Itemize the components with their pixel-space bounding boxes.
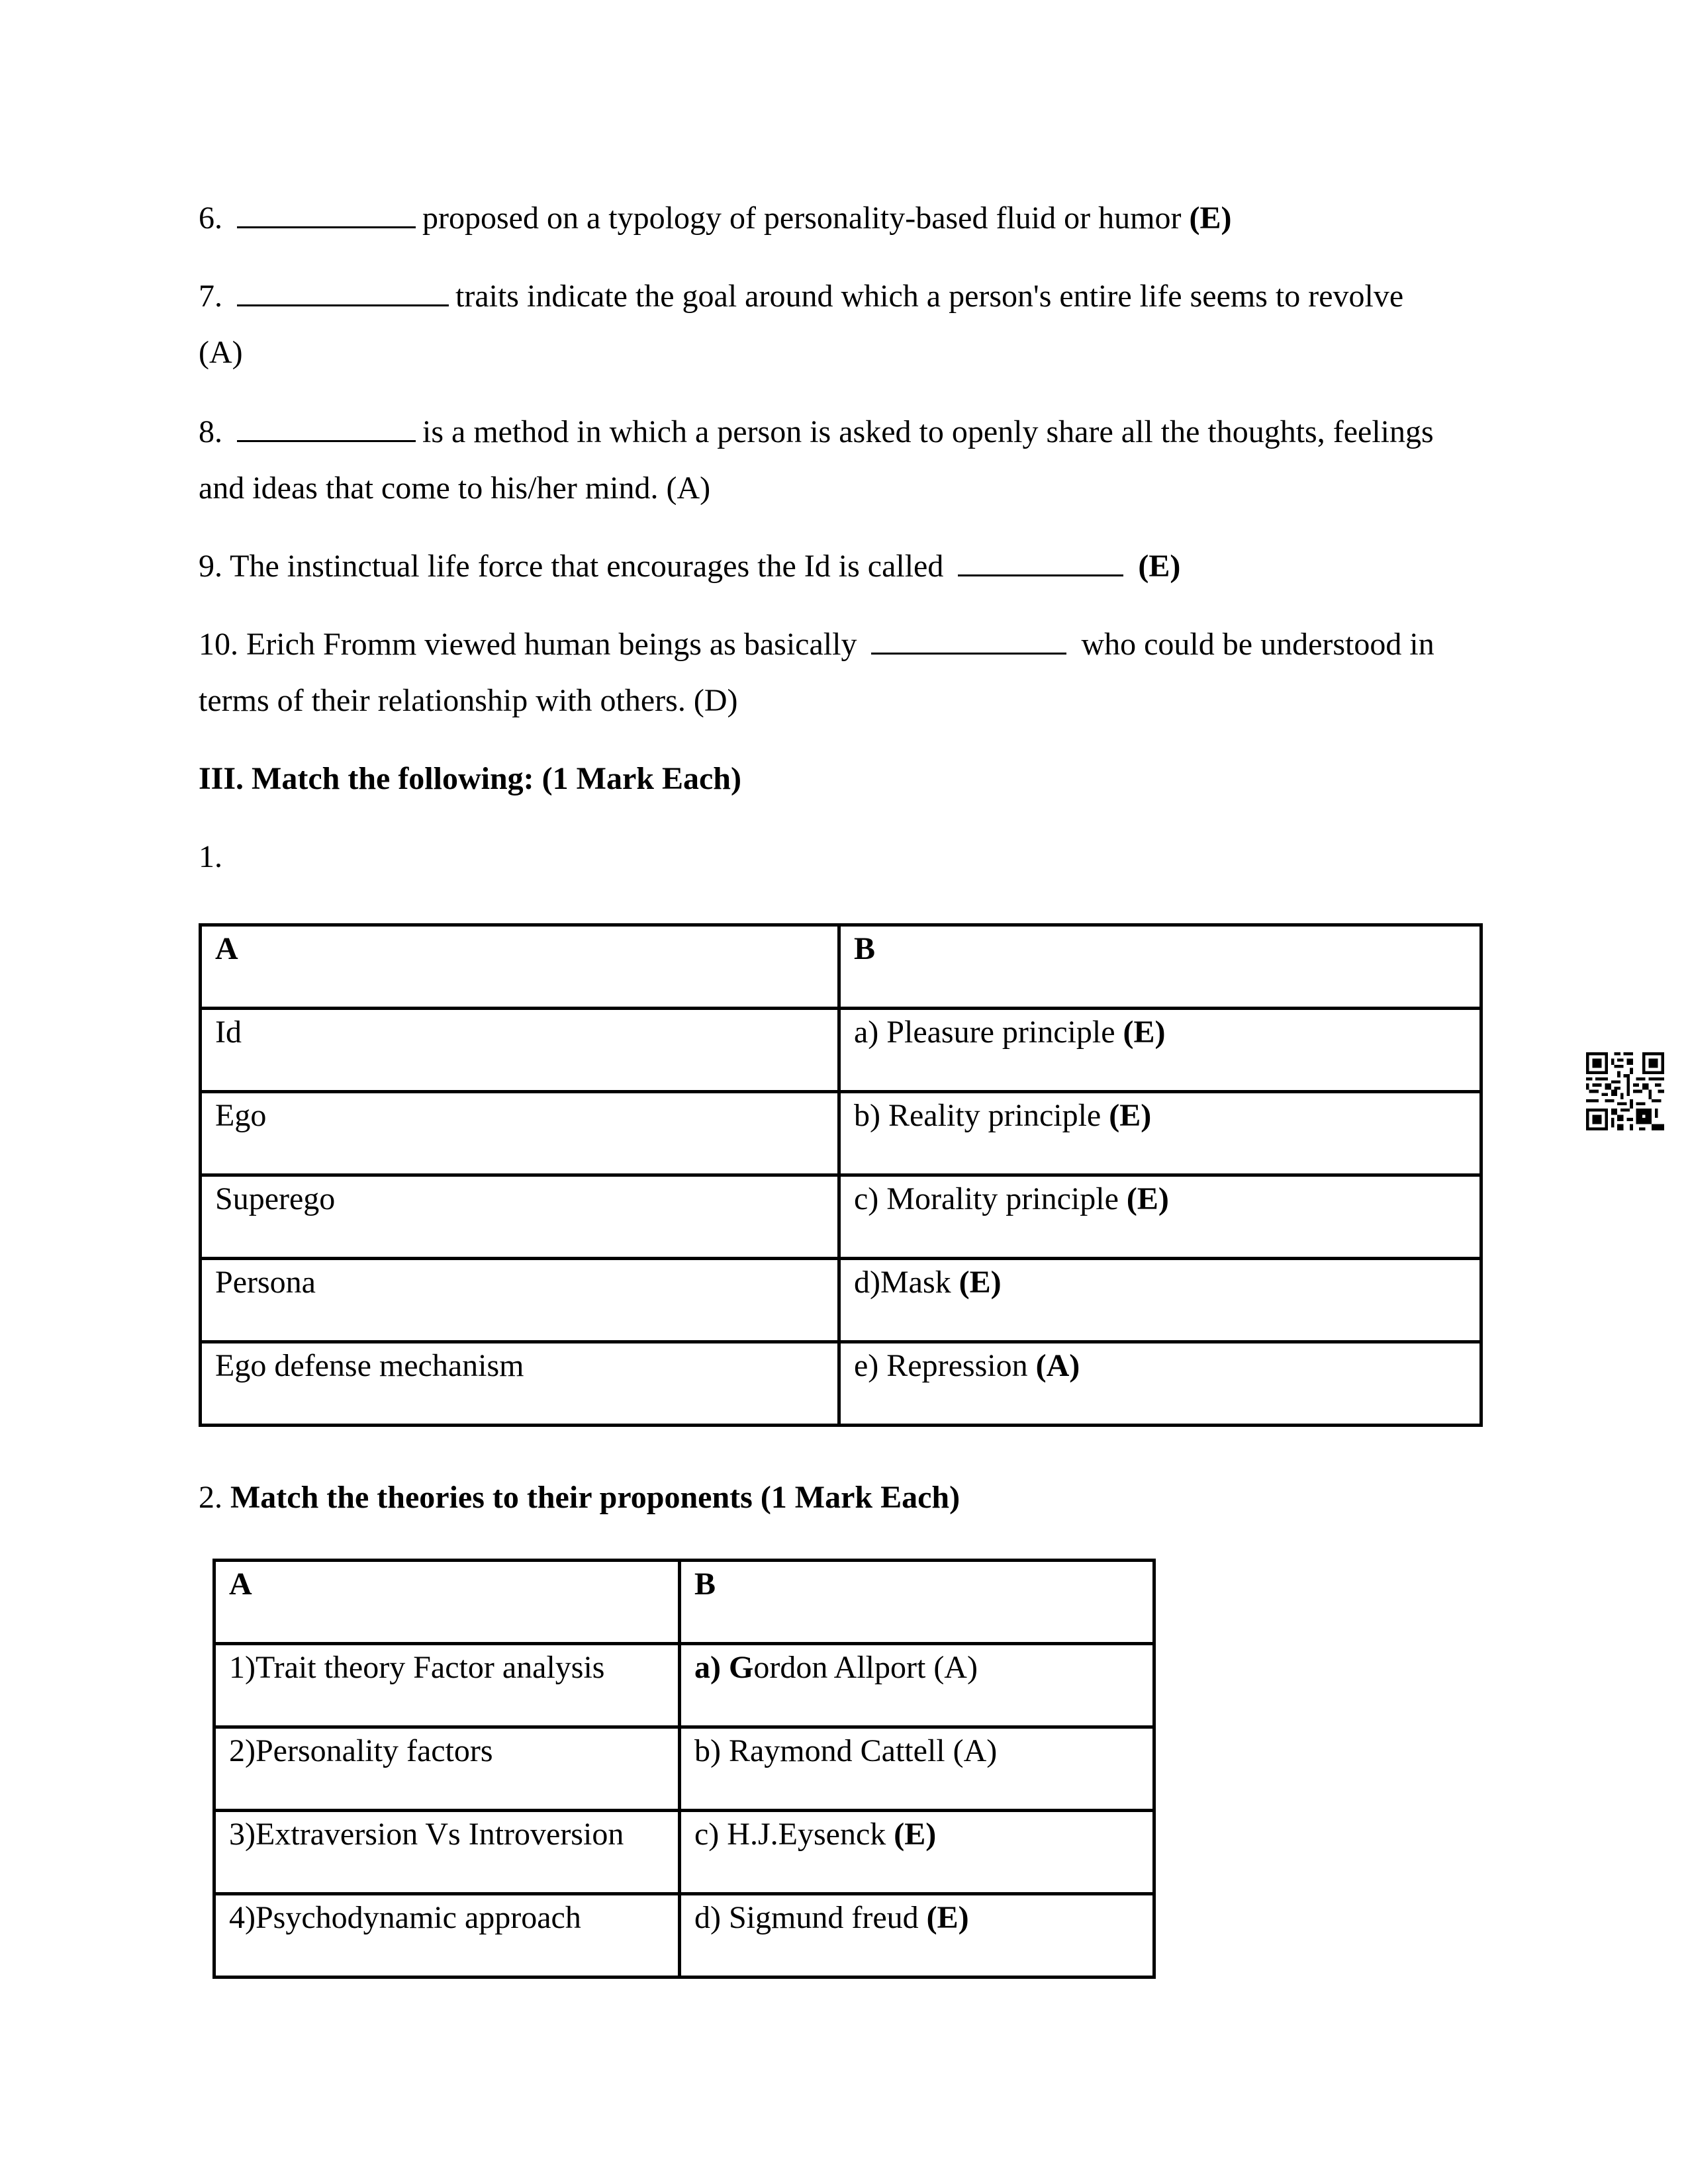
match-table-2	[212, 1559, 1156, 1979]
question-number: 6.	[199, 201, 222, 236]
question-number: 2.	[199, 1480, 230, 1515]
difficulty-tag: (E)	[1189, 201, 1232, 236]
table-row	[214, 1644, 1154, 1727]
answer-text: d)Mask	[854, 1265, 959, 1300]
difficulty-tag: (E)	[1126, 1181, 1169, 1216]
difficulty-tag: (E)	[894, 1817, 937, 1852]
question-8	[199, 414, 1434, 451]
column-a-cell: Persona	[201, 1259, 839, 1342]
table-row	[214, 1727, 1154, 1811]
section-heading: III. Match the following: (1 Mark Each)	[199, 761, 741, 796]
table-row	[201, 1175, 1481, 1259]
question-7	[199, 278, 1403, 315]
column-a-header: A	[201, 925, 839, 1009]
column-a-cell: 4)Psychodynamic approach	[214, 1894, 680, 1978]
question-7-continuation: (A)	[199, 335, 243, 370]
column-a-cell: 2)Personality factors	[214, 1727, 680, 1811]
answer-text: c) H.J.Eysenck	[694, 1817, 894, 1852]
answer-text: c) Morality principle	[854, 1181, 1127, 1216]
question-9	[199, 548, 1180, 585]
difficulty-tag: (E)	[959, 1265, 1002, 1300]
column-a-cell: Superego	[201, 1175, 839, 1259]
question-text: is a method in which a person is asked to openly share all the thoughts, feelings	[422, 414, 1434, 449]
column-b-cell	[680, 1811, 1154, 1894]
column-b-header: B	[839, 925, 1481, 1009]
answer-blank	[237, 414, 416, 442]
answer-text: a) Pleasure principle	[854, 1015, 1123, 1050]
column-b-cell	[680, 1644, 1154, 1727]
column-b-cell	[839, 1342, 1481, 1426]
table-row	[214, 1894, 1154, 1978]
match-question-1-label: 1.	[199, 839, 222, 874]
question-number: 7.	[199, 279, 222, 314]
table-row	[201, 1342, 1481, 1426]
question-title: Match the theories to their proponents (1 Mark Each)	[230, 1480, 961, 1515]
answer-text: b) Reality principle	[854, 1098, 1109, 1133]
question-text: The instinctual life force that encourages the Id is called	[230, 549, 944, 584]
match-question-2-title	[199, 1479, 960, 1516]
question-10-continuation: terms of their relationship with others. (D)	[199, 683, 738, 718]
answer-blank	[237, 200, 416, 228]
table-header-row	[201, 925, 1481, 1009]
table-row	[201, 1259, 1481, 1342]
answer-text: b) Raymond Cattell (A)	[694, 1733, 998, 1768]
answer-text: ordon Allport (A)	[753, 1650, 978, 1685]
question-text: who could be understood in	[1081, 627, 1434, 662]
question-text: Erich Fromm viewed human beings as basically	[246, 627, 857, 662]
answer-text: e) Repression	[854, 1348, 1036, 1383]
column-b-cell	[839, 1259, 1481, 1342]
column-b-cell	[839, 1092, 1481, 1175]
question-number: 8.	[199, 414, 222, 449]
question-8-continuation: and ideas that come to his/her mind. (A)	[199, 471, 711, 506]
difficulty-tag: (E)	[1109, 1098, 1152, 1133]
column-a-header: A	[214, 1561, 680, 1644]
column-b-cell	[680, 1727, 1154, 1811]
difficulty-tag: (A)	[1035, 1348, 1080, 1383]
qr-code-icon	[1586, 1052, 1664, 1130]
question-text: traits indicate the goal around which a person's entire life seems to revolve	[455, 279, 1404, 314]
column-a-cell: Id	[201, 1009, 839, 1092]
answer-blank	[871, 626, 1066, 655]
question-number: 9.	[199, 549, 222, 584]
difficulty-tag: (E)	[1123, 1015, 1166, 1050]
answer-blank	[958, 548, 1123, 576]
column-b-cell	[839, 1175, 1481, 1259]
match-table-1	[199, 923, 1483, 1427]
question-6	[199, 200, 1231, 237]
column-a-cell: 3)Extraversion Vs Introversion	[214, 1811, 680, 1894]
answer-prefix: a) G	[694, 1650, 754, 1685]
column-b-cell	[680, 1894, 1154, 1978]
column-a-cell: 1)Trait theory Factor analysis	[214, 1644, 680, 1727]
table-header-row	[214, 1561, 1154, 1644]
answer-text: d) Sigmund freud	[694, 1900, 927, 1935]
column-a-cell: Ego defense mechanism	[201, 1342, 839, 1426]
table-row	[201, 1009, 1481, 1092]
question-text: proposed on a typology of personality-based fluid or humor	[422, 201, 1182, 236]
difficulty-tag: (E)	[1138, 549, 1181, 584]
difficulty-tag: (E)	[926, 1900, 969, 1935]
column-b-header: B	[680, 1561, 1154, 1644]
table-row	[214, 1811, 1154, 1894]
table-row	[201, 1092, 1481, 1175]
column-b-cell	[839, 1009, 1481, 1092]
column-a-cell: Ego	[201, 1092, 839, 1175]
question-10	[199, 626, 1434, 663]
question-number: 10.	[199, 627, 238, 662]
answer-blank	[237, 278, 449, 306]
